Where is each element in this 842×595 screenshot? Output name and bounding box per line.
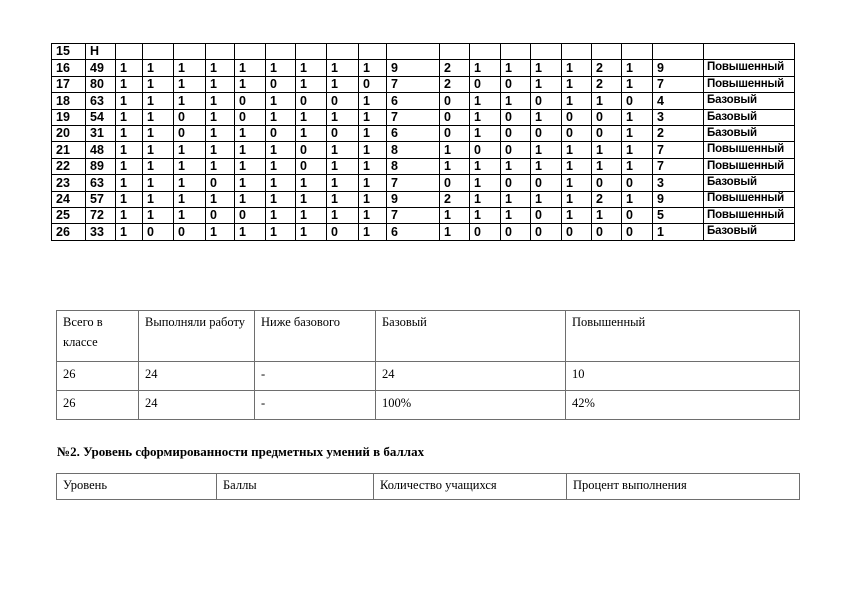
score-cell: [359, 44, 387, 60]
score-cell: 3: [653, 175, 704, 191]
score-cell: 15: [52, 44, 86, 60]
score-cell: 1: [592, 93, 622, 109]
table-row: [52, 125, 795, 141]
summary-cell: 24: [139, 362, 255, 391]
score-cell: 1: [653, 224, 704, 240]
score-cell: 6: [387, 93, 440, 109]
score-cell: 0: [531, 224, 562, 240]
level-cell: [704, 44, 795, 60]
score-cell: 72: [86, 207, 116, 223]
score-cell: 1: [143, 175, 174, 191]
score-cell: 0: [470, 224, 501, 240]
summary-cell: -: [255, 391, 376, 420]
summary-header-cell: Всего в классе: [57, 311, 139, 362]
score-cell: [622, 44, 653, 60]
score-cell: 0: [143, 224, 174, 240]
table-row: [52, 60, 795, 76]
score-cell: 7: [653, 142, 704, 158]
score-cell: 1: [327, 109, 359, 125]
score-cell: 1: [266, 224, 296, 240]
summary-cell: 100%: [376, 391, 566, 420]
level-cell: Повышенный: [704, 207, 795, 223]
score-cell: 1: [470, 93, 501, 109]
score-cell: 7: [387, 175, 440, 191]
score-cell: 0: [562, 109, 592, 125]
score-cell: 1: [359, 207, 387, 223]
score-cell: 1: [562, 76, 592, 92]
score-cell: 7: [653, 76, 704, 92]
score-cell: 1: [266, 142, 296, 158]
score-cell: 0: [296, 93, 327, 109]
score-cell: 1: [327, 191, 359, 207]
score-cell: 0: [501, 109, 531, 125]
score-cell: 1: [116, 207, 143, 223]
score-cell: 0: [235, 109, 266, 125]
summary-header-cell: Повышенный: [566, 311, 800, 362]
score-cell: 1: [116, 224, 143, 240]
summary-header-cell: Базовый: [376, 311, 566, 362]
score-cell: 1: [622, 60, 653, 76]
score-cell: 1: [531, 60, 562, 76]
score-cell: 1: [296, 224, 327, 240]
score-cell: [592, 44, 622, 60]
score-cell: 26: [52, 224, 86, 240]
score-cell: 1: [206, 142, 235, 158]
score-cell: 1: [206, 109, 235, 125]
table-row: [52, 224, 795, 240]
levels-header-row: [57, 474, 800, 500]
score-cell: 0: [592, 224, 622, 240]
score-cell: 8: [387, 142, 440, 158]
score-cell: 0: [235, 93, 266, 109]
summary-cell: 24: [376, 362, 566, 391]
score-cell: 0: [174, 125, 206, 141]
score-cell: 0: [440, 109, 470, 125]
score-cell: 1: [440, 158, 470, 174]
score-cell: 1: [501, 207, 531, 223]
score-cell: 7: [653, 158, 704, 174]
level-cell: Базовый: [704, 109, 795, 125]
score-cell: 21: [52, 142, 86, 158]
score-cell: 1: [206, 158, 235, 174]
summary-header-cell: Выполняли работу: [139, 311, 255, 362]
score-cell: 1: [143, 142, 174, 158]
score-cell: 1: [470, 207, 501, 223]
score-cell: 2: [440, 60, 470, 76]
score-cell: 1: [174, 207, 206, 223]
score-cell: 2: [592, 76, 622, 92]
score-cell: 1: [327, 76, 359, 92]
levels-header-cell: Количество учащихся: [374, 474, 567, 500]
score-cell: 1: [327, 175, 359, 191]
score-cell: 0: [266, 125, 296, 141]
score-cell: 1: [116, 93, 143, 109]
score-cell: 33: [86, 224, 116, 240]
score-cell: [501, 44, 531, 60]
score-cell: 1: [266, 207, 296, 223]
score-cell: [470, 44, 501, 60]
score-cell: 1: [359, 109, 387, 125]
score-cell: 0: [622, 224, 653, 240]
score-cell: [562, 44, 592, 60]
score-cell: [327, 44, 359, 60]
score-cell: 1: [296, 191, 327, 207]
score-cell: 1: [359, 93, 387, 109]
score-cell: 0: [235, 207, 266, 223]
score-cell: 0: [174, 224, 206, 240]
score-cell: [266, 44, 296, 60]
summary-cell: 42%: [566, 391, 800, 420]
score-cell: 2: [592, 191, 622, 207]
levels-header-cell: Процент выполнения: [567, 474, 800, 500]
score-cell: 1: [359, 224, 387, 240]
score-cell: 9: [653, 191, 704, 207]
score-cell: 6: [387, 125, 440, 141]
score-cell: 80: [86, 76, 116, 92]
score-cell: 1: [592, 142, 622, 158]
score-cell: 1: [174, 60, 206, 76]
score-cell: 24: [52, 191, 86, 207]
score-cell: 1: [266, 60, 296, 76]
score-cell: 1: [531, 158, 562, 174]
levels-header-cell: Баллы: [217, 474, 374, 500]
score-cell: 1: [235, 76, 266, 92]
score-cell: 1: [174, 158, 206, 174]
summary-header-cell: Ниже базового: [255, 311, 376, 362]
score-cell: 1: [501, 60, 531, 76]
score-cell: 1: [235, 60, 266, 76]
score-cell: 0: [296, 158, 327, 174]
score-cell: [116, 44, 143, 60]
score-cell: 1: [143, 158, 174, 174]
summary-cell: 26: [57, 391, 139, 420]
section-heading: №2. Уровень сформированности предметных умений в баллах: [57, 444, 425, 459]
score-cell: 0: [592, 109, 622, 125]
score-cell: 1: [622, 125, 653, 141]
score-cell: 1: [235, 224, 266, 240]
score-cell: 1: [143, 109, 174, 125]
score-cell: 1: [235, 125, 266, 141]
score-cell: 1: [470, 109, 501, 125]
score-cell: 1: [235, 142, 266, 158]
score-cell: 1: [266, 158, 296, 174]
score-cell: 1: [470, 175, 501, 191]
score-cell: 1: [296, 207, 327, 223]
table-row: [52, 142, 795, 158]
score-cell: 0: [470, 142, 501, 158]
results-summary-table: [56, 310, 800, 420]
score-cell: 1: [296, 125, 327, 141]
score-cell: 1: [206, 76, 235, 92]
score-cell: 0: [531, 175, 562, 191]
score-cell: 1: [470, 125, 501, 141]
level-cell: Базовый: [704, 175, 795, 191]
score-cell: 1: [206, 224, 235, 240]
score-cell: 0: [206, 175, 235, 191]
score-cell: 0: [531, 207, 562, 223]
score-cell: 0: [470, 76, 501, 92]
score-cell: 1: [327, 158, 359, 174]
score-cell: 1: [174, 142, 206, 158]
score-cell: 0: [501, 76, 531, 92]
score-cell: 7: [387, 76, 440, 92]
score-cell: 1: [622, 76, 653, 92]
score-cell: 1: [296, 109, 327, 125]
score-cell: 18: [52, 93, 86, 109]
score-cell: 57: [86, 191, 116, 207]
score-cell: 1: [116, 125, 143, 141]
score-cell: 1: [116, 191, 143, 207]
score-cell: [296, 44, 327, 60]
score-cell: 49: [86, 60, 116, 76]
score-cell: 1: [531, 191, 562, 207]
score-cell: 1: [470, 158, 501, 174]
score-cell: 1: [501, 93, 531, 109]
score-cell: 1: [359, 125, 387, 141]
score-cell: 1: [359, 191, 387, 207]
score-cell: 3: [653, 109, 704, 125]
score-cell: 1: [562, 158, 592, 174]
score-cell: 1: [592, 207, 622, 223]
score-cell: 31: [86, 125, 116, 141]
score-cell: 1: [174, 76, 206, 92]
score-cell: 1: [501, 158, 531, 174]
level-cell: Повышенный: [704, 60, 795, 76]
score-cell: 1: [206, 191, 235, 207]
score-cell: [531, 44, 562, 60]
score-cell: 16: [52, 60, 86, 76]
score-cell: 0: [562, 125, 592, 141]
score-cell: 0: [327, 224, 359, 240]
score-cell: 1: [470, 60, 501, 76]
score-cell: 0: [174, 109, 206, 125]
score-cell: 1: [440, 224, 470, 240]
score-cell: 1: [359, 60, 387, 76]
score-cell: 63: [86, 93, 116, 109]
score-cell: 1: [116, 158, 143, 174]
score-cell: 7: [387, 207, 440, 223]
score-cell: 1: [296, 60, 327, 76]
level-cell: Повышенный: [704, 191, 795, 207]
score-cell: 1: [327, 142, 359, 158]
score-cell: 1: [206, 93, 235, 109]
level-cell: Базовый: [704, 93, 795, 109]
levels-header-cell: Уровень: [57, 474, 217, 500]
score-cell: 0: [562, 224, 592, 240]
score-cell: 1: [562, 175, 592, 191]
score-cell: 1: [562, 207, 592, 223]
score-cell: 1: [143, 60, 174, 76]
score-cell: 0: [359, 76, 387, 92]
score-cell: 0: [622, 93, 653, 109]
score-cell: 1: [562, 191, 592, 207]
score-cell: 1: [174, 93, 206, 109]
score-cell: 6: [387, 224, 440, 240]
score-cell: 17: [52, 76, 86, 92]
level-cell: Повышенный: [704, 142, 795, 158]
summary-percent-row: [57, 391, 800, 420]
score-cell: 54: [86, 109, 116, 125]
score-cell: 23: [52, 175, 86, 191]
summary-cell: 26: [57, 362, 139, 391]
score-cell: 1: [531, 142, 562, 158]
score-cell: [143, 44, 174, 60]
score-cell: 0: [440, 93, 470, 109]
score-cell: 0: [266, 76, 296, 92]
table-row: [52, 207, 795, 223]
summary-count-row: [57, 362, 800, 391]
score-cell: 1: [266, 175, 296, 191]
score-cell: 1: [562, 60, 592, 76]
score-cell: [387, 44, 440, 60]
score-cell: 4: [653, 93, 704, 109]
summary-cell: -: [255, 362, 376, 391]
level-cell: Базовый: [704, 224, 795, 240]
table-row: [52, 109, 795, 125]
score-cell: 0: [327, 125, 359, 141]
level-cell: Повышенный: [704, 76, 795, 92]
score-cell: 1: [116, 76, 143, 92]
level-cell: Повышенный: [704, 158, 795, 174]
score-cell: 1: [622, 158, 653, 174]
score-cell: 1: [266, 109, 296, 125]
score-cell: 2: [440, 191, 470, 207]
score-cell: 2: [440, 76, 470, 92]
score-cell: 1: [622, 191, 653, 207]
score-cell: [235, 44, 266, 60]
score-cell: 2: [653, 125, 704, 141]
table-row: [52, 93, 795, 109]
score-cell: 1: [143, 125, 174, 141]
score-cell: 1: [116, 109, 143, 125]
score-cell: 1: [622, 109, 653, 125]
score-cell: 8: [387, 158, 440, 174]
score-cell: [440, 44, 470, 60]
score-cell: 9: [653, 60, 704, 76]
score-cell: 0: [296, 142, 327, 158]
score-cell: 1: [327, 207, 359, 223]
score-cell: 1: [359, 175, 387, 191]
score-cell: 1: [235, 191, 266, 207]
score-cell: 1: [116, 175, 143, 191]
table-row: [52, 175, 795, 191]
score-cell: 1: [531, 76, 562, 92]
score-cell: 63: [86, 175, 116, 191]
table-row: [52, 44, 795, 60]
score-cell: 0: [501, 175, 531, 191]
score-cell: 0: [622, 175, 653, 191]
score-cell: 1: [562, 142, 592, 158]
score-cell: 1: [359, 158, 387, 174]
score-cell: 1: [501, 191, 531, 207]
score-cell: 0: [501, 125, 531, 141]
score-cell: Н: [86, 44, 116, 60]
score-cell: 0: [592, 125, 622, 141]
table-row: [52, 191, 795, 207]
score-cell: [653, 44, 704, 60]
score-cell: 22: [52, 158, 86, 174]
table-row: [52, 76, 795, 92]
score-cell: 1: [206, 125, 235, 141]
score-cell: 1: [296, 76, 327, 92]
score-cell: 19: [52, 109, 86, 125]
score-cell: 9: [387, 191, 440, 207]
score-cell: 1: [116, 60, 143, 76]
score-cell: 1: [359, 142, 387, 158]
summary-cell: 24: [139, 391, 255, 420]
score-cell: 1: [206, 60, 235, 76]
score-cell: 48: [86, 142, 116, 158]
table-row: [52, 158, 795, 174]
score-cell: 0: [531, 93, 562, 109]
score-cell: 0: [531, 125, 562, 141]
score-cell: 1: [266, 191, 296, 207]
score-cell: 0: [206, 207, 235, 223]
score-cell: 0: [622, 207, 653, 223]
score-cell: 1: [440, 142, 470, 158]
score-cell: 1: [174, 191, 206, 207]
score-cell: 1: [143, 76, 174, 92]
score-cell: 5: [653, 207, 704, 223]
score-cell: 1: [440, 207, 470, 223]
score-cell: 1: [174, 175, 206, 191]
score-cell: 1: [143, 207, 174, 223]
score-cell: [174, 44, 206, 60]
levels-table: [56, 473, 800, 500]
score-cell: 1: [266, 93, 296, 109]
score-cell: 25: [52, 207, 86, 223]
score-cell: 1: [622, 142, 653, 158]
score-cell: 0: [440, 175, 470, 191]
score-cell: 1: [531, 109, 562, 125]
score-cell: 2: [592, 60, 622, 76]
score-cell: 1: [235, 175, 266, 191]
score-cell: 7: [387, 109, 440, 125]
score-cell: 1: [296, 175, 327, 191]
score-cell: [206, 44, 235, 60]
score-cell: 1: [143, 191, 174, 207]
score-cell: 9: [387, 60, 440, 76]
score-cell: 0: [501, 142, 531, 158]
score-cell: 20: [52, 125, 86, 141]
score-cell: 0: [327, 93, 359, 109]
score-cell: 1: [562, 93, 592, 109]
score-cell: 1: [470, 191, 501, 207]
score-cell: 1: [235, 158, 266, 174]
score-cell: 89: [86, 158, 116, 174]
score-cell: 1: [116, 142, 143, 158]
summary-cell: 10: [566, 362, 800, 391]
student-score-table: [51, 43, 795, 241]
score-cell: 0: [440, 125, 470, 141]
level-cell: Базовый: [704, 125, 795, 141]
score-cell: 1: [327, 60, 359, 76]
score-cell: 1: [143, 93, 174, 109]
score-cell: 0: [592, 175, 622, 191]
score-cell: 0: [501, 224, 531, 240]
summary-header-row: [57, 311, 800, 362]
score-cell: 1: [592, 158, 622, 174]
